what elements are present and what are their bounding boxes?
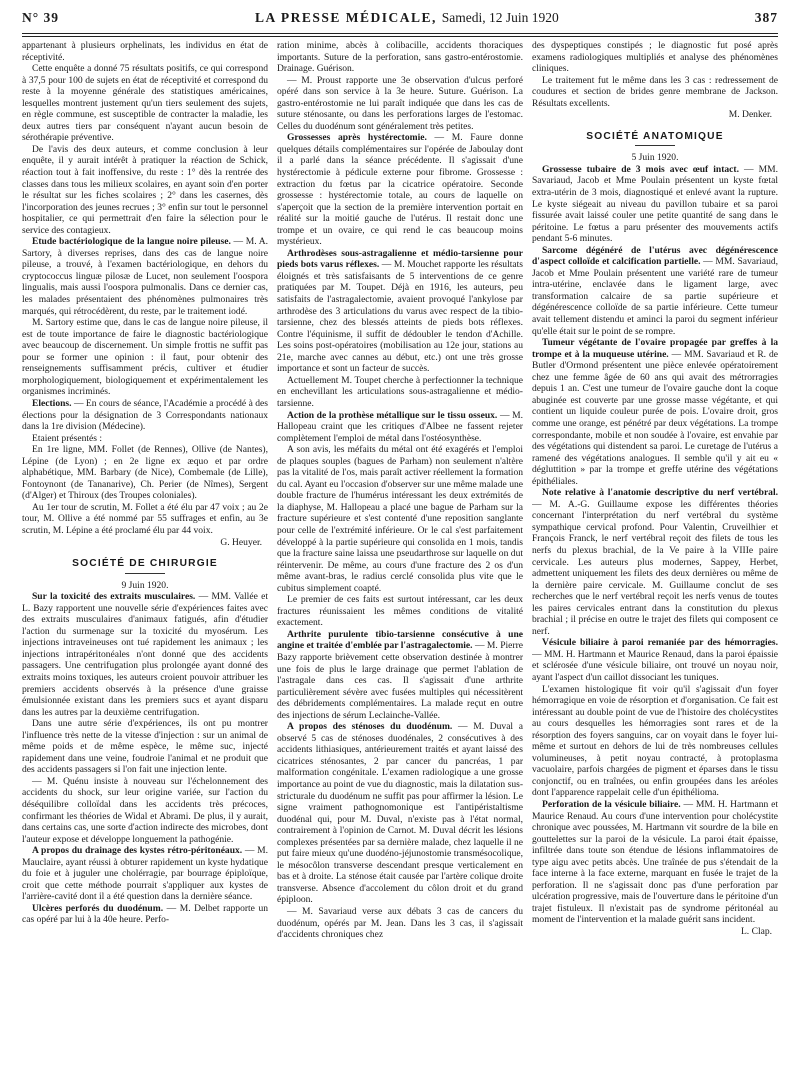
paragraph-text: — MM. H. Hartmann et Maurice Renaud, dans la paroi épaissie et sclérosée d'une vésicule biliaire, ont trouvé un noyau noir, ayant l'aspect d'un caillot dissociant les tuniques.: [532, 648, 778, 683]
column-1: [22, 40, 268, 1076]
issue-number: N° 39: [22, 10, 60, 25]
paragraph: — M. Quénu insiste à nouveau sur l'échelonnement des accidents du shock, sur leur origine variée, sur l'action du déséquilibre colloïdal dans les accidents très précoces, confirmant les théories de Widal et Abrami. De plus, il y aurait, dans certains cas, une sorte d'action indirecte des microbes, dont l'auteur expose et développe longuement la pathogénie.: [22, 775, 268, 845]
paragraph: ration minime, abcès à colibacille, accidents thoraciques importants. Suture de la perforation, sans gastro-entérostomie. Drainage. Guérison.: [277, 40, 523, 75]
section-heading: A propos des sténoses du duodénum.: [287, 721, 453, 733]
society-title: SOCIÉTÉ DE CHIRURGIE: [72, 558, 218, 570]
section-heading: Note relative à l'anatomie descriptive du nerf vertébral.: [542, 487, 778, 499]
section-heading: Tumeur végétante de l'ovaire propagée par greffes à la trompe et à la muqueuse utérine.: [532, 337, 778, 360]
paragraph: — M. Savariaud verse aux débats 3 cas de cancers du duodénum, opérés par M. Jean. Dans les 3 cas, il s'agissait d'accidents chroniques chez: [277, 906, 523, 941]
section-heading: Etude bactériologique de la langue noire pileuse.: [32, 236, 231, 248]
paragraph: appartenant à plusieurs orphelinats, les individus en état de réceptivité.: [22, 40, 268, 63]
paragraph: [277, 248, 523, 375]
paragraph-text: — M. A.-G. Guillaume expose les différentes théories concernant l'interprétation du nerf vertébral du système sympathique cervical profond. Pour Valentin, Cruveilhier et François Franck, le nerf vertébral reçoit des filets de tous les nerfs du plexus brachial, de la Ve paire à la VIIIe paire cervicale. Les auteurs plus modernes, Sappey, Herbet, admettent uniquement les filets des deux dernières ou même de la dernière paire cervicale. M. Guillaume conclut de ses recherches que le nerf vertébral reçoit les nerfs venus de toutes les paires cervicales entrant dans la constitution du plexus brachial ; il précise en outre le trajet des filets qui composent ce nerf.: [532, 498, 778, 637]
page-number: 387: [754, 10, 778, 25]
paragraph: [532, 164, 778, 245]
paragraph-text: — MM. Savariaud et R. de Butler d'Ormond présentent une pièce enlevée opératoirement chez une femme âgée de 60 ans qui avait des métrorragies depuis 1 an. C'est une tumeur de l'ovaire gauche dont la coque abuginée est couverte par une grosse masse végétante, et qui contient un liquide couleur purée de pois. L'ovaire droit, gros comme une orange, est pénétré par deux végétations. La trompe correspondante, mobile et non soudée à l'ovaire, est envahie par des végétations qui distendent sa paroi. Le curetage de l'utérus a ramené des végétations analogues. Il semble qu'il y ait eu « dégluttition » par la trompe et greffe utérine des végétations épithéliales.: [532, 348, 778, 487]
paragraph-text: — M. Delbet rapporte un cas opéré par lui à la 40e heure. Perfo-: [22, 902, 268, 926]
paragraph: [277, 132, 523, 247]
column-2: [277, 40, 523, 1076]
paragraph: [532, 637, 778, 683]
section-heading: Arthrite purulente tibio-tarsienne consécutive à une angine et traitée d'emblée par l'astragalectomie.: [277, 628, 523, 652]
paragraph: Etaient présentés :: [32, 432, 102, 444]
column-3: [532, 40, 778, 1076]
journal-title: LA PRESSE MÉDICALE,: [254, 10, 437, 25]
paragraph: Actuellement M. Toupet cherche à perfectionner la technique en enchevillant les articulations sous-astragalienne et médio-tarsienne.: [277, 374, 523, 409]
article-columns: [22, 40, 778, 1076]
paragraph: L'examen histologique fit voir qu'il s'agissait d'un foyer hémorragique en voie de résorption et d'organisation. Ce fait est intéressant au double point de vue de l'histoire des cholécystites au cours desquelles les hémorragies sont rares et de la résorption des foyers sanguins, car on voyait dans le foyer lui-même et surtout en dehors de lui de très nombreuses cellules volumineuses, à petit noyau contracté, à protoplasma vacuolaire, parfois chargées de pigment et éparses dans le tissu conjonctif, ou en traînées, ou enfin groupées dans les aréoles dont l'apparence rappelait celle d'un épithélioma.: [532, 683, 778, 799]
paragraph: Au 1er tour de scrutin, M. Follet a été élu par 47 voix ; au 2e tour, M. Ollive a été nommé par 55 suffrages et enfin, au 3e scrutin, M. Lépine a été proclamé élu par 44 voix.: [22, 501, 268, 536]
section-heading: Sarcome dégénéré de l'utérus avec dégénérescence d'aspect colloïde et calcification partielle.: [532, 244, 778, 268]
society-title: SOCIÉTÉ ANATOMIQUE: [586, 130, 724, 142]
section-heading: Ulcères perforés du duodénum.: [32, 902, 164, 914]
paragraph-text: — M. Mauclaire, ayant réussi à obturer rapidement un kyste hydatique du foie et à juguler une cholérragie, par bourrage épiploïque, croit que cette méthode pourrait s'appliquer aux kystes de l'arrière-cavité dont il a été question dans la dernière séance.: [22, 845, 268, 903]
paragraph: A son avis, les méfaits du métal ont été exagérés et l'emploi de plaques souples (bagues de Parham) non seulement n'altère pas la vitalité de l'os, mais paraît activer réellement la formation du cal. Ayant eu l'occasion d'observer sur une même malade une double fracture de l'humérus intéressant les deux extrémités de la diaphyse, M. Hallopeau a placé une bague de Parham sur la fracture supérieure et s'est contenté d'une reposition sanglante pour celle de l'extrémité inférieure. Or le cal s'est parfaitement développé à la partie supérieure qui consolida en 1 mois, tandis que la fracture saine laissa une pseudarthrose sur laquelle on dut réintervenir. De même, au cours d'une fracture des 2 os d'un même avant-bras, le radius cerclé consolida plus vite que le cubitus simplement coapté.: [277, 444, 523, 594]
issue-date: Samedi, 12 Juin 1920: [441, 10, 559, 25]
paragraph: Cette enquête a donné 75 résultats positifs, ce qui correspond à 37,5 pour 100 de sujets en état de réceptivité et correspond du reste à la moyenne générale des statistiques américaines, lesquelles montrent justement qu'un tiers seulement des sujets, en règle commune, est susceptible de contracter la maladie, les deux autres tiers par conséquent n'ayant aucun besoin de sérothérapie préventive.: [22, 63, 268, 144]
paragraph: M. Sartory estime que, dans le cas de langue noire pileuse, il est de toute importance de faire le diagnostic bactériologique avec beaucoup de discernement. Un simple frottis ne suffit pas pour se former une opinion : il faut, pour obtenir des renseignements suffisamment précis, cultiver et étudier morphologiquement, biologiquement et expérimentalement les organismes incriminés.: [22, 317, 268, 398]
paragraph-text: — MM. Savariaud, Jacob et Mme Poulain présentent une variété rare de tumeur intra-utérine, enclavée dans le ligament large, avec transformation calcaire de sa partie supérieure et dégénérescence colloïde de sa partie inférieure. Cette tumeur avait tellement distendu et aminci la paroi du segment inférieur qu'elle était sur le point de se rompre.: [532, 256, 778, 337]
paragraph: [532, 487, 778, 637]
section-rule: [635, 145, 675, 146]
paragraph: [532, 799, 778, 926]
page-header: [22, 10, 778, 32]
section-heading: Grossesses après hystérectomie.: [287, 132, 427, 144]
section-heading: A propos du drainage des kystes rétro-péritonéaux.: [32, 845, 243, 857]
header-rule-double: [22, 36, 778, 37]
section-heading: Perforation de la vésicule biliaire.: [542, 799, 681, 810]
paragraph: En 1re ligne, MM. Follet (de Rennes), Ollive (de Nantes), Lépine (de Lyon) ; en 2e ligne ex æquo et par ordre alphabétique, MM. Barbary (de Nice), Combemale (de Lille), Fontoynont (de Tananarive), Ch. Perier (de Nîmes), Sergent (d'Alger) et Thiroux (des Troupes coloniales).: [22, 444, 268, 502]
section-heading: Vésicule biliaire à paroi remaniée par des hémorragies.: [542, 637, 778, 649]
section-heading: Elections.: [32, 397, 72, 409]
section-heading: Arthrodèses sous-astragalienne et médio-tarsienne pour pieds bots varus réflexes.: [277, 247, 523, 271]
paragraph-text: — En cours de séance, l'Académie a procédé à des élections pour la désignation de 3 Correspondants nationaux dans la 1re division (Médecine).: [22, 397, 268, 433]
paragraph: [22, 236, 268, 317]
paragraph: des dyspeptiques constipés ; le diagnostic fut posé après examens radiologiques multipliés et analyse des phénomènes cliniques.: [532, 40, 778, 75]
journal-line: [255, 10, 559, 26]
author-signature: G. Heuyer.: [220, 536, 262, 548]
header-rule: [22, 33, 778, 34]
paragraph-text: — M. Faure donne quelques détails complémentaires sur l'opérée de Jaboulay dont il a parlé dans la séance précédente. Il s'agissait d'une hystérectomie à pédicule externe pour fibrome. Grossesse : extraction du fœtus par la cicatrice opératoire. Seconde grossesse : hystérectomie totale, au cours de laquelle on s'aperçoit que la section de la première intervention portait en réalité sur la moitié gauche de l'utérus. Il restait donc une trompe et un ovaire, ce qui rend le cas beaucoup moins mystérieux.: [277, 132, 523, 248]
section-heading: Sur la toxicité des extraits musculaires.: [32, 591, 196, 603]
paragraph: [277, 410, 523, 445]
paragraph: [277, 629, 523, 721]
author-signature: L. Clap.: [740, 926, 772, 938]
paragraph-text: — MM. H. Hartmann et Maurice Renaud. Au cours d'une intervention pour cholécystite chronique avec poussées, M. Hartmann vit sourdre de la bile en gouttelettes sur la paroi de la vésicule. La paroi était épaisse, infiltrée dans toute son étendue de lésions inflammatoires de type aigu avec petits abcès. Une traînée de pus s'étendait de la face interne à la face externe, marquant en fusée le trajet de la perforation. Il ne s'agissait donc pas d'une perforation par ulcération progressive, mais de l'ouverture dans le péritoine d'un trajet fistuleux. Il n'existait pas de syndrome péritonéal au moment de l'intervention et la malade guérit sans incident.: [532, 799, 778, 926]
paragraph: [532, 245, 778, 337]
section-heading: Action de la prothèse métallique sur le tissu osseux.: [287, 409, 498, 421]
paragraph: [22, 845, 268, 903]
paragraph: [22, 903, 268, 926]
paragraph-text: — M. A. Sartory, à diverses reprises, dans des cas de langue noire pileuse, a trouvé, à l'examen bactériologique, en dehors du cryptococcus linguæ pilosæ de Lucet, non seulement l'oospora lingualis, mais aussi l'oospora pulmonalis. Dans ce dernier cas, les malades présentaient des phénomènes pulmonaires très marqués, qui rétrocédèrent, du reste, par le traitement iodé.: [22, 236, 268, 317]
paragraph-text: — MM. Vallée et L. Bazy rapportent une nouvelle série d'expériences faites avec des extraits musculaires d'animaux fatigués, afin d'étudier l'action du surmenage sur la toxicité du myosérum. Les injections intraveineuses ont tué rapidement les animaux ; les injections intrapéritonéales n'ont donné que des accidents passagers. Une centrifugation plus prolongée ayant donné des extraits moins toxiques, les auteurs croient pouvoir attribuer les premiers accidents observés à la présence d'une graisse émulsionnée existant dans les premiers sucs et ayant disparu dans les autres par la deuxième centrifugation.: [22, 591, 268, 718]
paragraph: [277, 721, 523, 906]
paragraph: [22, 398, 268, 433]
paragraph: — M. Proust rapporte une 3e observation d'ulcus perforé opéré dans son service à la 3e heure. Suture. Guérison. La gastro-entérostomie ne lui paraît indiquée que dans les cas de suture sténosante, ou dans les perforations larges de l'estomac. Celles du duodénum sont généralement très petites.: [277, 74, 523, 132]
paragraph: Dans une autre série d'expériences, ils ont pu montrer l'influence très nette de la vitesse d'injection : sur un animal de même poids et de même espèce, le même suc, injecté rapidement dans une veine, foudroie l'animal et ne produit que des accidents passagers si l'on fait une injection lente.: [22, 718, 268, 776]
paragraph-text: — MM. Savariaud, Jacob et Mme Poulain présentent un kyste fœtal extra-utérin de 3 mois, diagnostiqué et enlevé avant la rupture. Le kyste siégeait au niveau du pavillon tubaire et sa paroi fissurée avait laissé couler une petite quantité de sang dans le péritoine. Le fœtus a paru présenter des mouvements actifs pendant 5-6 minutes.: [532, 163, 778, 245]
paragraph-text: — M. Mouchet rapporte les résultats éloignés et très satisfaisants de 5 interventions de ce genre pratiquées par M. Toupet. Déjà en 1916, les auteurs, peu satisfaits de l'astragalectomie, avaient provoqué l'ankylose par arthrodèse des 3 articulations du varus avec respect de la tibio-tarsienne, chez des blessés atteints de pieds bots réflexes. Contre l'équinisme, il suffit de dédoubler le tendon d'Achille. Les soins post-opératoires (mobilisation au 12e jour, stations au 21e, marche avec cannes au début, etc.) ont une très grosse importance et sont un facteur de succès.: [277, 259, 523, 375]
paragraph: [532, 337, 778, 487]
author-signature: M. Denker.: [728, 109, 772, 121]
paragraph-text: — M. Duval a observé 5 cas de sténoses duodénales, 2 consécutives à des accidents lithiasiques, antérieurement traités et ayant laissé des cicatrices sténosantes, 2 par cancer du pancréas, 1 par malformation congénitale. L'examen radiologique a une grosse importance au point de vue du diagnostic, mais la dilatation sus-stricturale du duodénum ne suffit pas pour affirmer la lésion. Le signe vraiment pathognomonique est l'antipéristaltisme duodénal qui, pour M. Duval, n'existe pas à l'état normal, contrairement à l'opinion de Carnot. M. Duval décrit les lésions complexes présentées par sa dernière malade, chez laquelle il ne put faire mieux qu'une duodéno-jéjunostomie transmésocolique, le mésocôlon transverse descendant presque verticalement en bas et à droite. La sténose était causée par l'artère colique droite transverse. Absence d'accolement du côlon droit et du grand épiploon.: [277, 721, 523, 906]
paragraph: De l'avis des deux auteurs, et comme conclusion à leur enquête, il y aurait intérêt à pratiquer la réaction de Schick, réaction tout à fait inoffensive, du reste : 1° dès la rentrée des classes dans tous les milieux scolaires, en ayant soin d'en porter le résultat sur les fiches scolaires ; 2° dans les casernes, dès l'incorporation des jeunes recrues ; 3° enfin sur tout le personnel hospitalier, ce qui permettrait d'en faire la sélection pour le service des contagieux.: [22, 143, 268, 236]
paragraph: Le premier de ces faits est surtout intéressant, car les deux fractures réunissaient les mêmes conditions de vitalité exactement.: [277, 594, 523, 629]
paragraph-text: — M. Pierre Bazy rapporte brièvement cette observation destinée à montrer une fois de plus le large drainage que permet l'ablation de l'astragale dans ces cas. Il s'agissait d'une arthrite particulièrement sévère avec fusées multiples qui nécessitèrent des débridements complémentaires. La malade reçut en outre des injections de sérum Leclainche-Vallée.: [277, 640, 523, 721]
session-date: 9 Juin 1920.: [121, 579, 169, 591]
paragraph: Le traitement fut le même dans les 3 cas : redressement de coudures et section de brides genre membrane de Jackson. Résultats excellents.: [532, 74, 778, 109]
paragraph-text: — M. Hallopeau craint que les critiques d'Albee ne fassent rejeter complètement l'emploi de métal dans l'ostéosynthèse.: [277, 409, 523, 444]
paragraph: [22, 591, 268, 718]
session-date: 5 Juin 1920.: [631, 152, 679, 164]
section-heading: Grossesse tubaire de 3 mois avec œuf intact.: [542, 163, 739, 175]
section-rule: [125, 573, 165, 574]
